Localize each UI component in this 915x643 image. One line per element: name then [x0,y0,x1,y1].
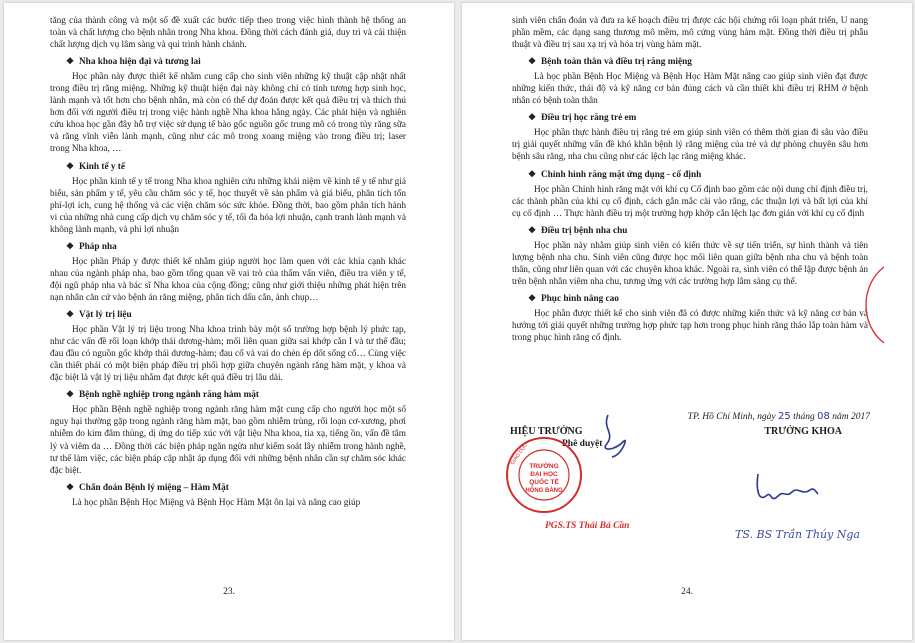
diamond-bullet-icon: ❖ [528,224,537,235]
svg-text:TRƯỜNG: TRƯỜNG [529,463,559,470]
svg-text:HỒNG BÀNG: HỒNG BÀNG [525,488,563,494]
section-title: Bệnh toàn thân và điều trị răng miệng [541,57,692,68]
dean-title: TRƯỞNG KHOA [764,426,842,437]
page-23-intro: tăng của thành công và một số đề xuất các bước tiếp theo trong việc hình thành hệ thống an toàn và chất lượng cho bệnh nhân trong Nha khoa. Đồng thời cách đánh giá, duy trì và cải thiện chất lượng dịch vụ lâm sàng và qui trình hành chánh. [50,16,406,51]
section-heading [512,292,868,305]
diamond-bullet-icon: ❖ [528,112,537,123]
section-heading [512,224,868,237]
section-title: Pháp nha [79,241,117,252]
signature-date [688,411,870,422]
date-month: 08 [817,411,830,422]
section-body: Học phần Vật lý trị liệu trong Nha khoa trình bày một số trường hợp bệnh lý phức tạp, như các vấn đề rối loạn khớp thái dương-hàm; mối liên quan giữa sai khớp cắn I và tư thế đầu; đau đầu có nguồn gốc khớp thái dương-hàm; đau cổ và vai do chèn ép dốt sống cổ… Cùng việc cần thiết phải có một biện pháp điều trị phối hợp giữa chuyên ngành răng hàm mặt, y khoa và đặc biệt là vật lý trị liệu nhằm đạt được kết quả điều trị lâu dài. [50,325,406,384]
section-heading [50,240,406,253]
section-body: Học phần này nhằm giúp sinh viên có kiến thức về sự tiến triển, sự hình thành và tiên lượng bệnh nha chu. Sinh viên cũng được học mối liên quan giữa bệnh nha chu và bệnh toàn thân, cũng như liên quan với các chuyên khoa khác. Ngoài ra, sinh viên có thể lập được bệnh án trên bệnh nhân viêm nha chu, tương ứng với các trường hợp lâm sàng cụ thể. [512,240,868,287]
approval-label: Phê duyệt [562,439,603,449]
section-heading [50,388,406,401]
section-body: Là học phần Bệnh Học Miệng và Bệnh Học Hàm Mặt ôn lại và nâng cao giúp [72,497,361,508]
diamond-bullet-icon: ❖ [66,309,75,320]
section-body: Học phần này được thiết kế nhằm cung cấp cho sinh viên những kỹ thuật cập nhật nhất trong điều trị răng miệng. Những kỹ thuật hiện đại này không chỉ có tính tương hợp sinh học, lành mạnh và tốt hơn cho bệnh nhân, mà còn có thể dự đoán được kết quả điều trị và thích thú hơn đối với người điều trị trong việc hành nghề Nha khoa hằng ngày. Các phát hiện và nghiên cứu khoa học gần đây hỗ trợ việc sử dụng tế bào gốc nguồn gốc trung mô có trong tủy răng sữa và răng vĩnh viễn lành mạnh, cũng như các mô trong xoang miệng vào trong điều trị; laser trong Nha khoa, … [50,72,406,155]
section-title: Điều trị học răng trẻ em [541,113,637,124]
section-body: Học phần kinh tế y tế trong Nha khoa nghiên cứu những khái niệm về kinh tế y tế như giá biểu, sản phẩm y tế, yêu cầu chăm sóc y tế, học thuyết về sản phẩm và giá biểu, phân tích tổn phí-lợi ích, cung hệ thống và các viện chăm sóc sức khỏe. Đồng thời, bao gồm phân tích hành vi của những nhà cung cấp dịch vụ chăm sóc y tế, tối đa hóa lợi nhuận, cạnh tranh lành mạnh và không lành mạnh, và phi lợi nhuận [50,176,406,235]
section-body: Học phần Chỉnh hình răng mặt với khí cụ Cố định bao gồm các nội dung chỉ định điều trị, các thành phần của khí cụ cố định, cách gắn mắc cài vào răng, các thuận lợi và bất lợi của khí cụ cố định … Thực hành điều trị một trường hợp khớp cắn lệch lạc đơn giản với khí cụ cố định [512,184,868,219]
svg-text:GIÁO DỤC: GIÁO DỤC [509,442,529,467]
section-body: Là học phần Bệnh Học Miệng và Bệnh Học Hàm Mặt nâng cao giúp sinh viên đạt được những kiến thức, thái độ và kỹ năng cơ bản đúng cách và cần thiết khi điều trị RHM ở bệnh nhân có bệnh toàn thân [512,72,868,107]
principal-signature [594,411,634,461]
university-seal-stamp [504,435,584,515]
section-body: Học phần thực hành điều trị răng trẻ em giúp sinh viên có thêm thời gian đi sâu vào điều trị giải quyết những vấn đề khó khăn bệnh lý răng miệng của trẻ và dự phòng chuyên sâu hơn bệnh sâu răng, nha chu cũng như các lệch lạc răng miệng khác. [512,128,868,163]
page-24-content [462,15,912,344]
section-heading [50,308,406,321]
diamond-bullet-icon: ❖ [66,481,75,492]
page-24-intro: sinh viên chẩn đoán và đưa ra kế hoạch điều trị được các hội chứng rối loạn phát triển, U nang phần mềm, các dạng sang thương mô mềm, mô cứng vùng hàm mặt. Đồng thời điều trị phẫu thuật và điều trị sau xạ trị và hóa trị vùng hàm mặt. [512,16,868,51]
page-24 [462,3,912,640]
diamond-bullet-icon: ❖ [66,389,75,400]
section-title: Kinh tế y tế [79,161,125,172]
date-month-label: tháng [793,412,815,422]
section-body: Học phần được thiết kế cho sinh viên đã có được những kiến thức và kỹ năng cơ bản và hướng tới giải quyết những trường hợp phức tạp hơn trong phục hình răng tháo lắp toàn hàm và trong phục hình răng cố định. [512,308,868,344]
page-number: 24. [681,587,693,597]
section-title: Vật lý trị liệu [79,310,132,321]
dean-name: TS. BS Trần Thúy Nga [735,528,860,541]
svg-text:ĐẠI HỌC: ĐẠI HỌC [530,471,558,478]
section-heading [512,55,868,68]
date-prefix: TP. Hồ Chí Minh, ngày [687,412,776,422]
diamond-bullet-icon: ❖ [528,56,537,67]
section-heading [50,55,406,68]
section-heading [512,168,868,181]
diamond-bullet-icon: ❖ [528,168,537,179]
section-body: Học phần Bệnh nghề nghiệp trong ngành răng hàm mặt cung cấp cho người học một số nguy hại thường gặp trong ngành răng hàm mặt, bao gồm nhiễm trùng, rối loạn cơ-xương, phơi nhiễm do kim đâm thủng, dị ứng do tiếp xúc với vật liệu Nha khoa, tia xạ, tiếng ồn, vấn đề tâm lý và viêm da … Đồng thời các biện pháp ngăn ngừa như kiểm soát lây nhiễm trong hành nghề, tư thế làm việc, các biện pháp cập nhật áp dụng đối với những bệnh nhân cần sự chăm sóc khác đặc biệt. [50,405,406,476]
diamond-bullet-icon: ❖ [528,292,537,303]
section-body: Học phần Pháp y được thiết kế nhằm giúp người học làm quen với các khía cạnh khác nhau của ngành pháp nha, bao gồm tổng quan về vai trò của thẩm vấn viên, điều tra viên y tế, đội ngũ pháp nha và bác sĩ Nha khoa của cộng đồng; cũng như giới thiệu những phát hiện trên nạn nhân căn cứ vào bệnh án răng miệng, phân tích dấu cắn, ảnh chụp… [50,256,406,303]
diamond-bullet-icon: ❖ [66,56,75,67]
section-heading [50,481,406,494]
dean-signature [752,468,822,508]
margin-stamp-fragment [854,265,888,345]
section-title: Nha khoa hiện đại và tương lai [79,57,201,68]
date-day: 25 [778,411,791,422]
section-heading [512,111,868,124]
page-23 [4,3,454,640]
diamond-bullet-icon: ❖ [66,160,75,171]
svg-text:QUỐC TẾ: QUỐC TẾ [529,479,559,486]
page-23-content [4,15,454,509]
principal-title: HIỆU TRƯỞNG [510,426,583,437]
diamond-bullet-icon: ❖ [66,240,75,251]
section-title: Điều trị bệnh nha chu [541,225,628,236]
section-title: Chỉnh hình răng mặt ứng dụng - cố định [541,169,702,180]
section-title: Bệnh nghề nghiệp trong ngành răng hàm mặt [79,390,259,401]
date-year: năm 2017 [832,412,870,422]
page-number: 23. [223,587,235,597]
section-heading [50,160,406,173]
section-title: Chẩn đoán Bệnh lý miệng – Hàm Mặt [79,482,229,493]
principal-name: PGS.TS Thái Bá Cần [545,521,630,531]
section-title: Phục hình nâng cao [541,293,619,304]
